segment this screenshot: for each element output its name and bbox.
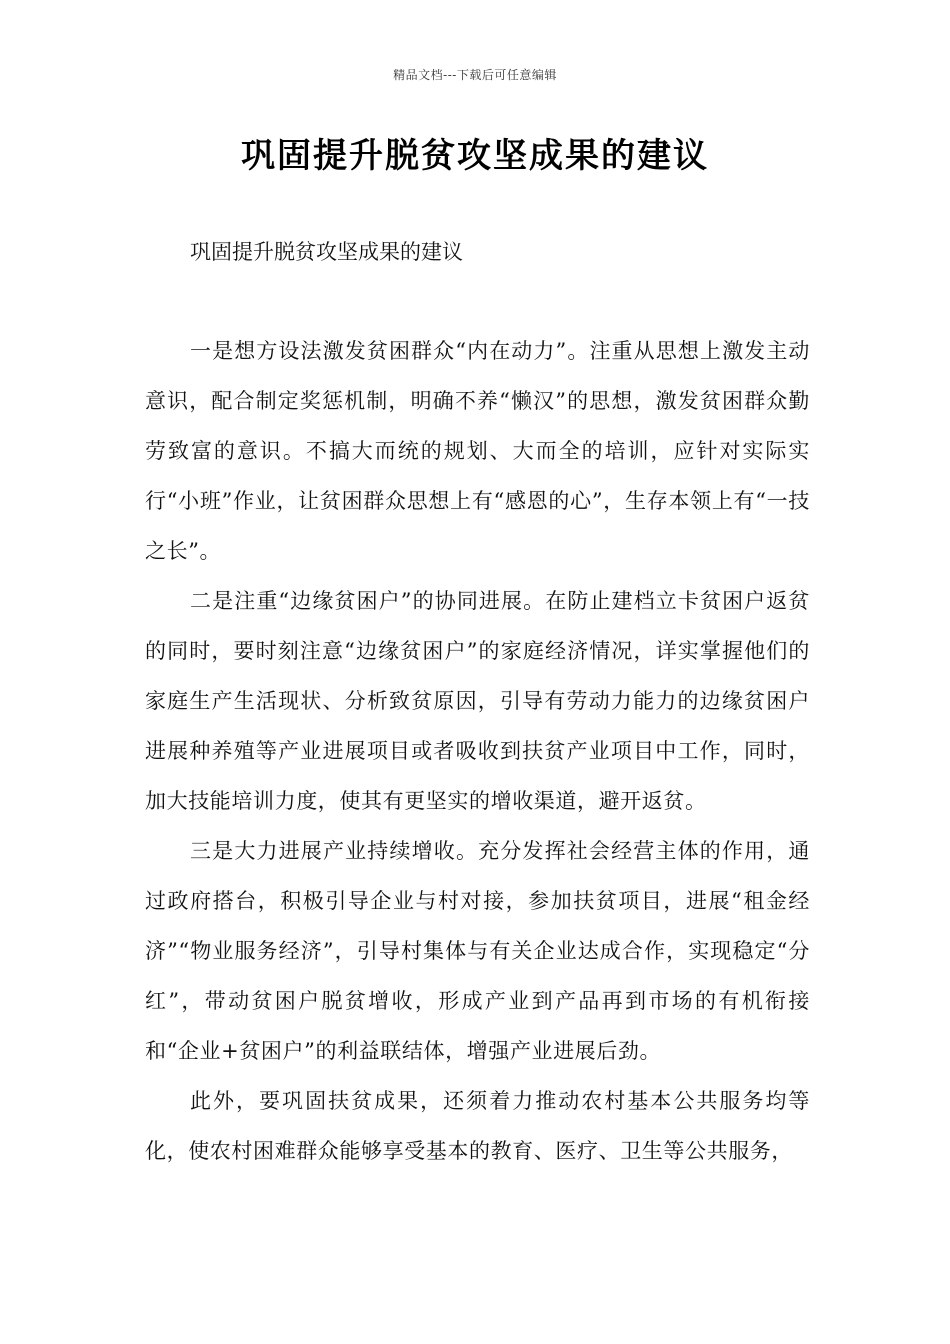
body-text [145,326,810,1176]
paragraph-2: 二是注重“边缘贫困户”的协同进展。在防止建档立卡贫困户返贫的同时，要时刻注意“边缘贫困户”的家庭经济情况，详实掌握他们的家庭生产生活现状、分析致贫原因，引导有劳动力能力的边缘贫困户进展种养殖等产业进展项目或者吸收到扶贫产业项目中工作，同时，加大技能培训力度，使其有更坚实的增收渠道，避开返贫。 [145,589,810,813]
header-note: 精品文档---下载后可任意编辑 [393,68,557,82]
paragraph-4: 此外，要巩固扶贫成果，还须着力推动农村基本公共服务均等化，使农村困难群众能够享受基本的教育、医疗、卫生等公共服务， [145,1089,810,1163]
document-subtitle: 巩固提升脱贫攻坚成果的建议 [190,240,463,264]
paragraph-1: 一是想方设法激发贫困群众“内在动力”。注重从思想上激发主动意识，配合制定奖惩机制，明确不养“懒汉”的思想，激发贫困群众勤劳致富的意识。不搞大而统的规划、大而全的培训，应针对实际实行“小班”作业，让贫困群众思想上有“感恩的心”，生存本领上有“一技之长”。 [145,339,810,563]
paragraph-3: 三是大力进展产业持续增收。充分发挥社会经营主体的作用，通过政府搭台，积极引导企业与村对接，参加扶贫项目，进展“租金经济”“物业服务经济”，引导村集体与有关企业达成合作，实现稳定“分红”，带动贫困户脱贫增收，形成产业到产品再到市场的有机衔接和“企业+贫困户”的利益联结体，增强产业进展后劲。 [145,839,810,1063]
document-title: 巩固提升脱贫攻坚成果的建议 [241,136,709,176]
